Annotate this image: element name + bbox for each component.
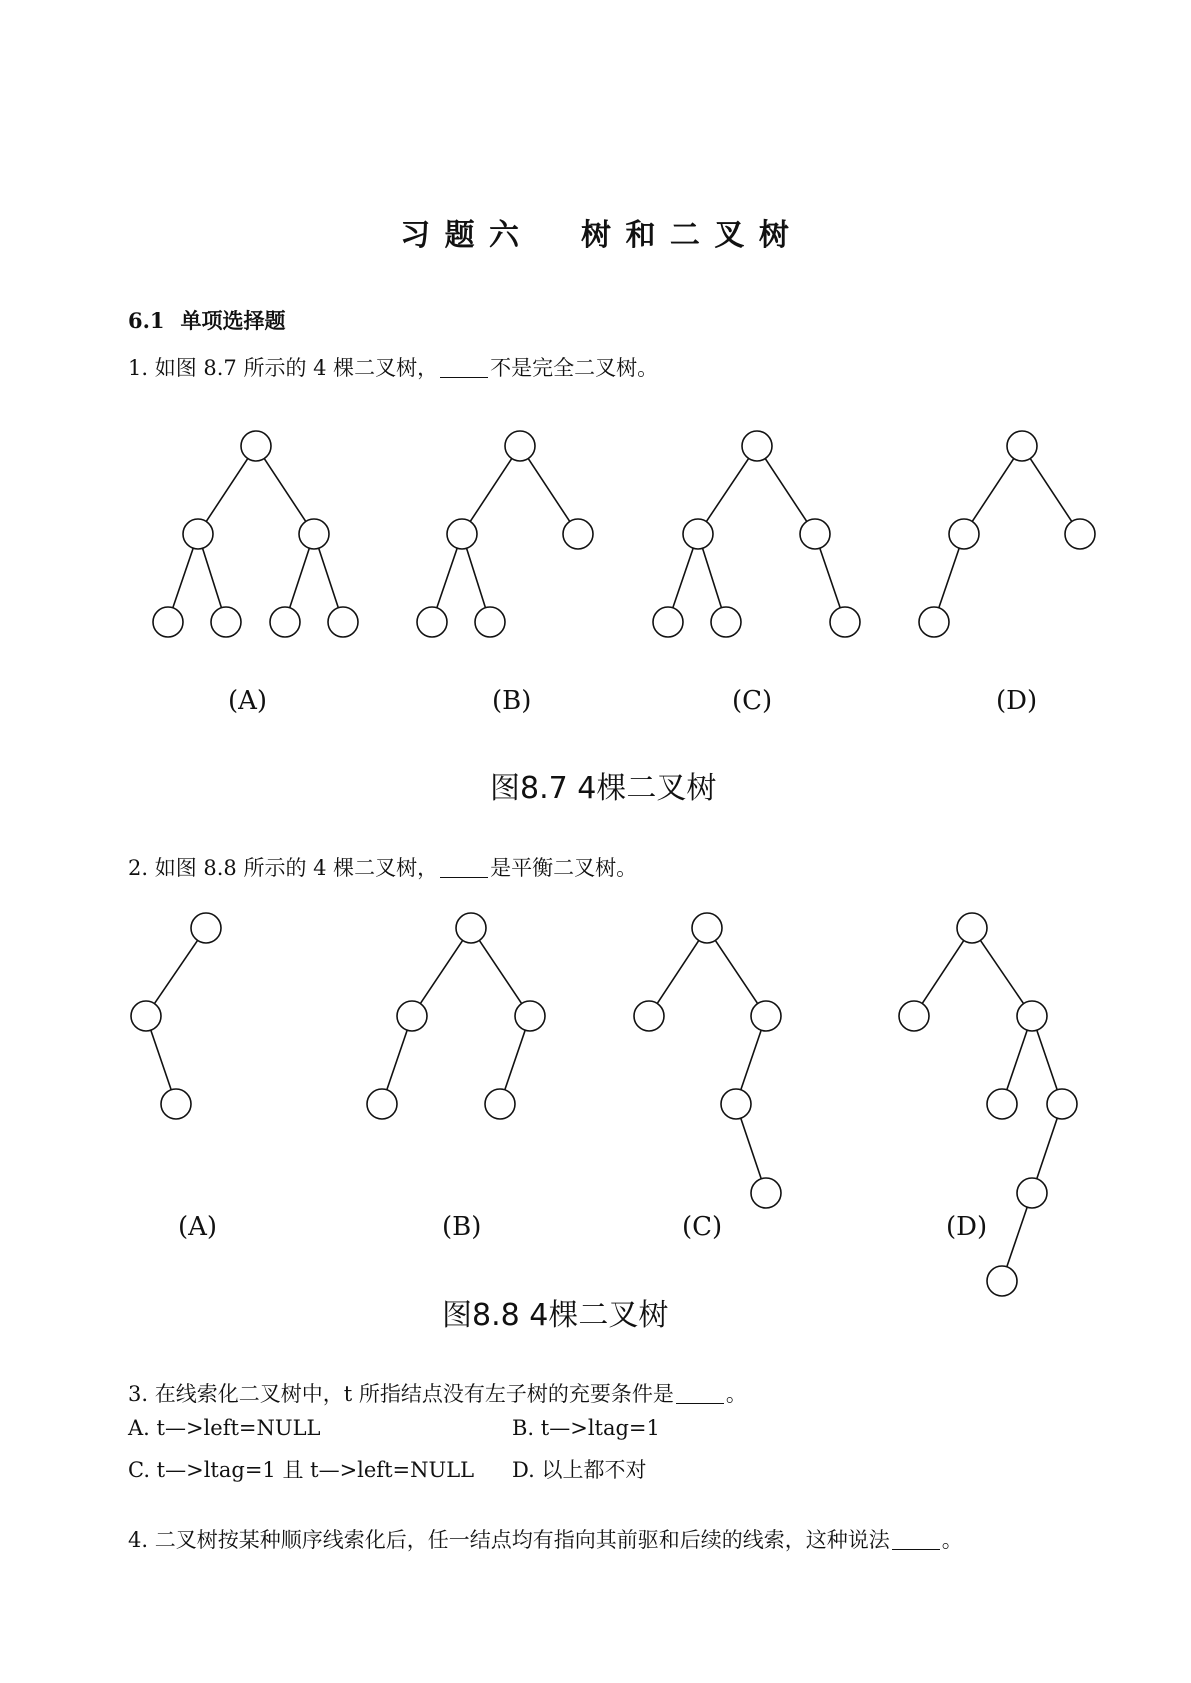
tree-node <box>153 607 183 637</box>
tree-node <box>899 1001 929 1031</box>
tree-edge <box>939 548 959 608</box>
tree-8-8-b <box>367 913 545 1119</box>
tree-node <box>475 607 505 637</box>
tree-node <box>447 519 477 549</box>
tree-node <box>653 607 683 637</box>
tree-node <box>515 1001 545 1031</box>
tree-node <box>711 607 741 637</box>
tree-node <box>742 431 772 461</box>
figure-8-8-trees <box>131 913 1077 1296</box>
question-2 <box>128 852 637 882</box>
tree-edge <box>203 548 222 607</box>
tree-node <box>751 1001 781 1031</box>
tree-edge <box>470 459 511 522</box>
tree-node <box>1017 1001 1047 1031</box>
tree-node <box>957 913 987 943</box>
tree-node <box>1007 431 1037 461</box>
fig2-label-d: (D) <box>946 1212 988 1242</box>
figure-8-7-trees <box>153 431 1095 637</box>
tree-node <box>397 1001 427 1031</box>
tree-edge <box>1030 459 1071 522</box>
tree-edge <box>765 459 806 522</box>
tree-edge <box>706 458 748 521</box>
tree-edge <box>437 548 457 608</box>
tree-node <box>485 1089 515 1119</box>
tree-8-8-d <box>899 913 1077 1296</box>
tree-edge <box>479 940 521 1003</box>
tree-edge <box>173 548 193 608</box>
tree-edge <box>1007 1207 1027 1267</box>
figure-8-8-caption: 图8.8 4棵二叉树 <box>442 1298 669 1333</box>
tree-edge <box>673 548 693 608</box>
fig1-label-d: (D) <box>996 686 1038 716</box>
fig1-label-c: (C) <box>732 686 773 716</box>
tree-node <box>183 519 213 549</box>
question-2-prefix: 2. 如图 8.8 所示的 4 棵二叉树， <box>128 856 439 880</box>
tree-node <box>456 913 486 943</box>
tree-node <box>505 431 535 461</box>
tree-node <box>367 1089 397 1119</box>
option-b: B. t—>ltag=1 <box>512 1416 660 1440</box>
tree-node <box>1065 519 1095 549</box>
tree-edge <box>505 1030 525 1090</box>
fig2-label-b: (B) <box>442 1212 482 1242</box>
fig2-label-a: (A) <box>178 1212 218 1242</box>
question-4 <box>128 1524 963 1554</box>
tree-edge <box>290 548 310 608</box>
tree-edge <box>528 459 569 522</box>
tree-edge <box>715 940 757 1003</box>
tree-edge <box>741 1030 761 1090</box>
tree-edge <box>264 459 305 522</box>
title-part1: 习 题 六 <box>400 218 522 253</box>
tree-node <box>919 607 949 637</box>
tree-8-8-c <box>634 913 781 1208</box>
tree-node <box>830 607 860 637</box>
question-4-prefix: 4. 二叉树按某种顺序线索化后，任一结点均有指向其前驱和后续的线索，这种说法 <box>128 1528 890 1552</box>
tree-edge <box>1007 1030 1027 1090</box>
tree-edge <box>972 459 1013 522</box>
tree-edge <box>741 1118 761 1179</box>
tree-node <box>1047 1089 1077 1119</box>
tree-edge <box>387 1030 407 1090</box>
section-number: 6.1 <box>128 308 165 333</box>
tree-edge <box>420 940 462 1003</box>
question-1-prefix: 1. 如图 8.7 所示的 4 棵二叉树， <box>128 356 439 380</box>
option-c: C. t—>ltag=1 且 t—>left=NULL <box>128 1458 475 1482</box>
tree-edge <box>467 548 486 607</box>
tree-node <box>800 519 830 549</box>
answer-blank <box>892 1548 940 1550</box>
tree-node <box>987 1089 1017 1119</box>
tree-8-7-c <box>653 431 860 637</box>
fig2-label-c: (C) <box>682 1212 723 1242</box>
tree-node <box>683 519 713 549</box>
fig1-label-b: (B) <box>492 686 532 716</box>
tree-edge <box>820 548 840 608</box>
question-3-prefix: 3. 在线索化二叉树中，t 所指结点没有左子树的充要条件是 <box>128 1382 674 1406</box>
tree-node <box>751 1178 781 1208</box>
tree-node <box>563 519 593 549</box>
tree-node <box>1017 1178 1047 1208</box>
tree-edge <box>703 548 722 607</box>
question-2-suffix: 是平衡二叉树。 <box>490 856 638 880</box>
tree-node <box>131 1001 161 1031</box>
tree-node <box>692 913 722 943</box>
tree-edge <box>154 940 197 1003</box>
section-label: 单项选择题 <box>180 308 286 333</box>
question-4-suffix: 。 <box>941 1528 963 1552</box>
tree-8-8-a <box>131 913 221 1119</box>
tree-8-7-a <box>153 431 358 637</box>
fig1-label-a: (A) <box>228 686 268 716</box>
answer-blank <box>676 1402 724 1404</box>
question-1-suffix: 不是完全二叉树。 <box>490 356 659 380</box>
tree-node <box>328 607 358 637</box>
tree-node <box>299 519 329 549</box>
tree-edge <box>206 459 247 522</box>
tree-edge <box>151 1030 171 1090</box>
tree-edge <box>1037 1030 1057 1090</box>
tree-node <box>270 607 300 637</box>
tree-node <box>634 1001 664 1031</box>
tree-edge <box>980 940 1023 1003</box>
tree-edge <box>657 941 698 1004</box>
answer-blank <box>440 876 488 878</box>
figure-8-7-caption: 图8.7 4棵二叉树 <box>490 771 717 806</box>
question-3-suffix: 。 <box>725 1382 747 1406</box>
tree-node <box>417 607 447 637</box>
tree-node <box>191 913 221 943</box>
tree-node <box>241 431 271 461</box>
tree-node <box>161 1089 191 1119</box>
title-part2: 树 和 二 叉 树 <box>581 218 791 253</box>
tree-node <box>987 1266 1017 1296</box>
tree-node <box>721 1089 751 1119</box>
tree-node <box>949 519 979 549</box>
option-d: D. 以上都不对 <box>512 1458 647 1482</box>
tree-edge <box>1037 1118 1057 1179</box>
tree-edge <box>319 548 339 608</box>
tree-edge <box>922 941 963 1004</box>
tree-node <box>211 607 241 637</box>
tree-8-7-d <box>919 431 1095 637</box>
question-3 <box>128 1378 747 1408</box>
option-a: A. t—>left=NULL <box>128 1416 321 1440</box>
tree-8-7-b <box>417 431 593 637</box>
